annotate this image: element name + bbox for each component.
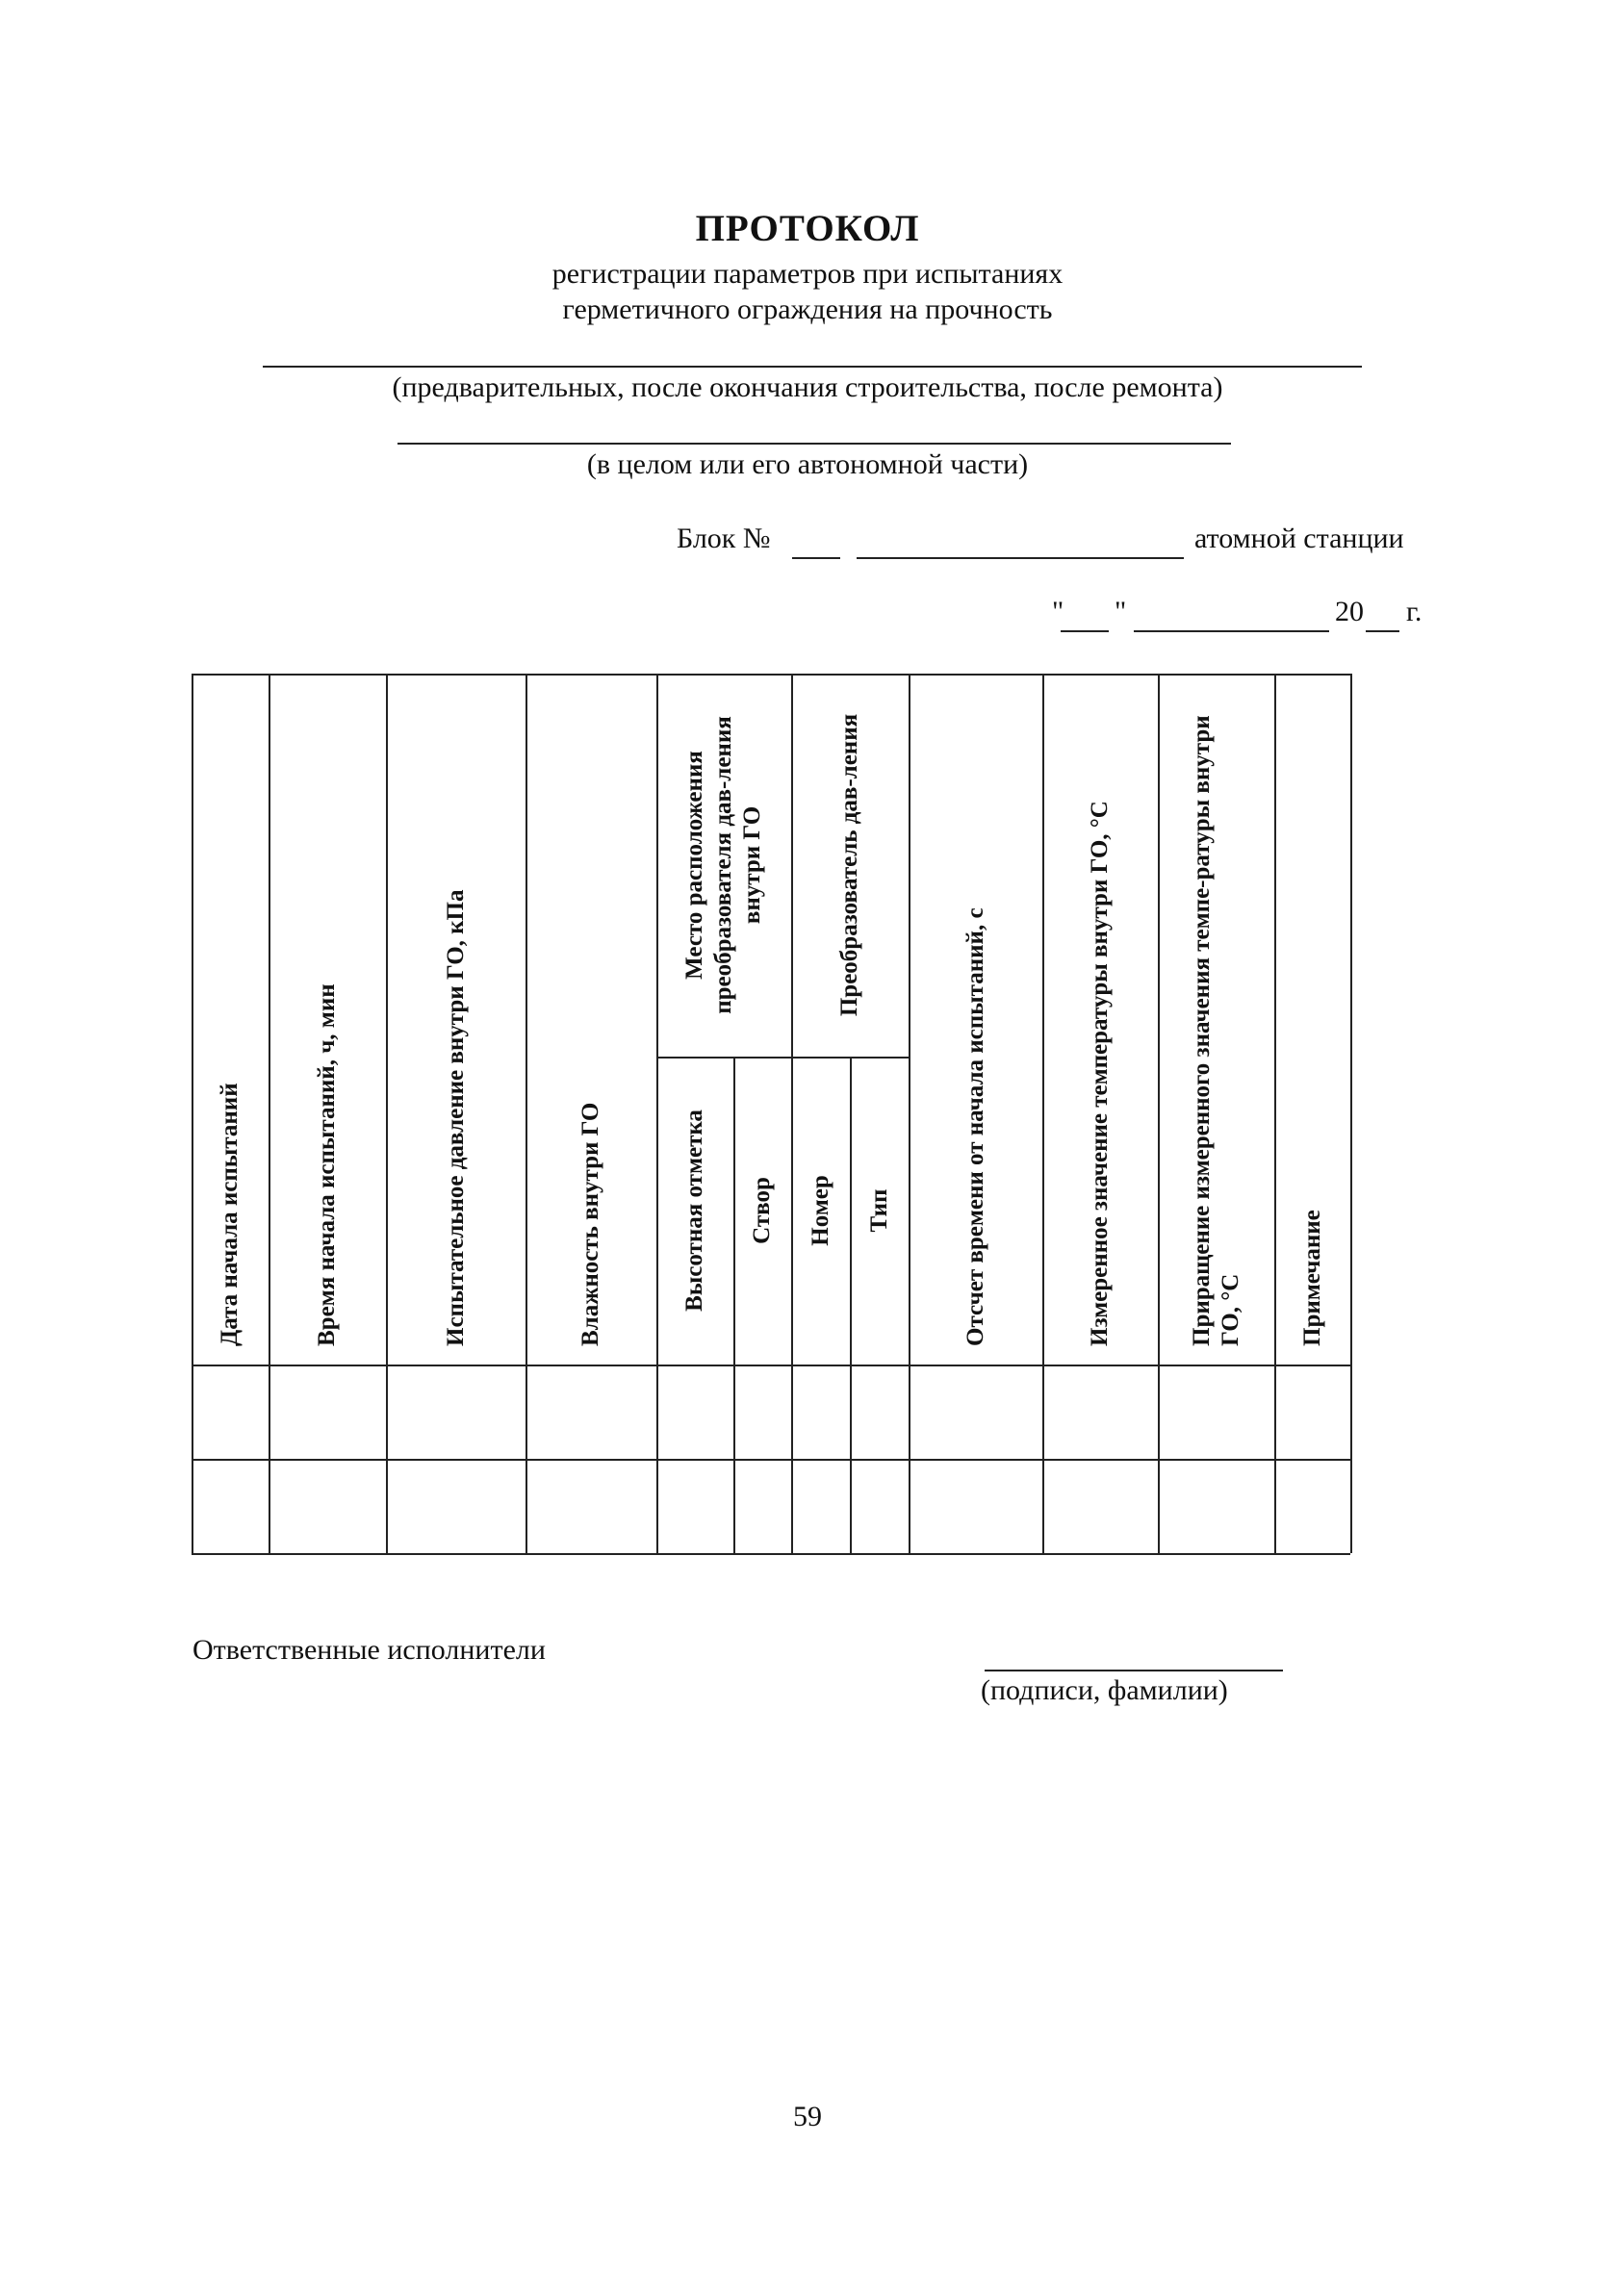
col-header-remarks: Примечание xyxy=(1298,1210,1325,1346)
document-subtitle-line1: регистрации параметров при испытаниях xyxy=(551,258,1064,290)
table-border-left xyxy=(192,674,193,1553)
col-header-sensor-location: Место расположения преобразователя дав-ления внутри ГО xyxy=(681,716,765,1014)
table-border-bottom xyxy=(192,1553,1350,1555)
table-header-bottom xyxy=(192,1365,1350,1366)
table-col-line-4 xyxy=(656,674,658,1553)
table-row[interactable] xyxy=(192,1459,1350,1553)
date-month-fill-line[interactable] xyxy=(1134,630,1329,632)
col-header-measured-temp: Измеренное значение температуры внутри ГО, °С xyxy=(1087,801,1113,1346)
table-col-line-5 xyxy=(791,674,793,1553)
signature-fill-line[interactable] xyxy=(985,1670,1283,1671)
station-label: атомной станции xyxy=(1194,523,1404,554)
test-type-fill-line[interactable] xyxy=(263,366,1362,368)
col-header-alignment: Створ xyxy=(749,1177,775,1244)
table-col-line-9 xyxy=(1274,674,1276,1553)
date-day-fill-line[interactable] xyxy=(1061,630,1109,632)
col-header-time-start: Время начала испытаний, ч, мин xyxy=(314,983,340,1346)
date-year-prefix: 20 xyxy=(1335,596,1364,627)
col-header-humidity: Влажность внутри ГО xyxy=(577,1102,603,1346)
col-header-number: Номер xyxy=(807,1175,833,1246)
col-header-type: Тип xyxy=(865,1188,892,1233)
col-header-elevation: Высотная отметка xyxy=(681,1110,707,1312)
col-header-time-offset: Отсчет времени от начала испытаний, с xyxy=(961,907,988,1346)
block-number-fill-line[interactable] xyxy=(792,557,840,559)
scope-hint: (в целом или его автономной части) xyxy=(586,448,1029,480)
table-row-divider xyxy=(192,1459,1350,1461)
document-subtitle-line2: герметичного ограждения на прочность xyxy=(562,293,1053,325)
page-number: 59 xyxy=(793,2101,822,2132)
table-col-line-2 xyxy=(386,674,388,1553)
table-subheader-line-transducer xyxy=(791,1057,909,1059)
block-label: Блок № xyxy=(677,523,771,554)
table-border-right xyxy=(1350,674,1352,1553)
table-border-top xyxy=(192,674,1350,676)
table-col-line-6 xyxy=(909,674,910,1553)
date-open-quote: " xyxy=(1052,596,1064,627)
date-year-fill-line[interactable] xyxy=(1366,630,1399,632)
table-subcol-line-location xyxy=(733,1057,735,1553)
table-subheader-line-location xyxy=(656,1057,795,1059)
table-row[interactable] xyxy=(192,1365,1350,1459)
table-subcol-line-transducer xyxy=(850,1057,852,1553)
table-col-line-8 xyxy=(1158,674,1160,1553)
col-header-test-pressure: Испытательное давление внутри ГО, кПа xyxy=(442,889,469,1346)
signatures-hint: (подписи, фамилии) xyxy=(981,1674,1228,1706)
col-header-temp-increment: Приращение измеренного значения темпе-ратуры внутри ГО, °С xyxy=(1188,715,1243,1346)
date-close-quote: " xyxy=(1115,596,1127,627)
table-col-line-3 xyxy=(526,674,527,1553)
table-col-line-7 xyxy=(1042,674,1044,1553)
col-header-pressure-transducer: Преобразователь дав-ления xyxy=(836,713,862,1017)
scope-fill-line[interactable] xyxy=(397,443,1231,445)
document-title: ПРОТОКОЛ xyxy=(695,208,920,249)
table-col-line-1 xyxy=(269,674,270,1553)
col-header-date-start: Дата начала испытаний xyxy=(217,1083,243,1346)
test-type-hint: (предварительных, после окончания строительства, после ремонта) xyxy=(392,371,1223,403)
date-year-suffix: г. xyxy=(1406,596,1423,627)
station-name-fill-line[interactable] xyxy=(857,557,1184,559)
responsible-label: Ответственные исполнители xyxy=(192,1634,546,1666)
